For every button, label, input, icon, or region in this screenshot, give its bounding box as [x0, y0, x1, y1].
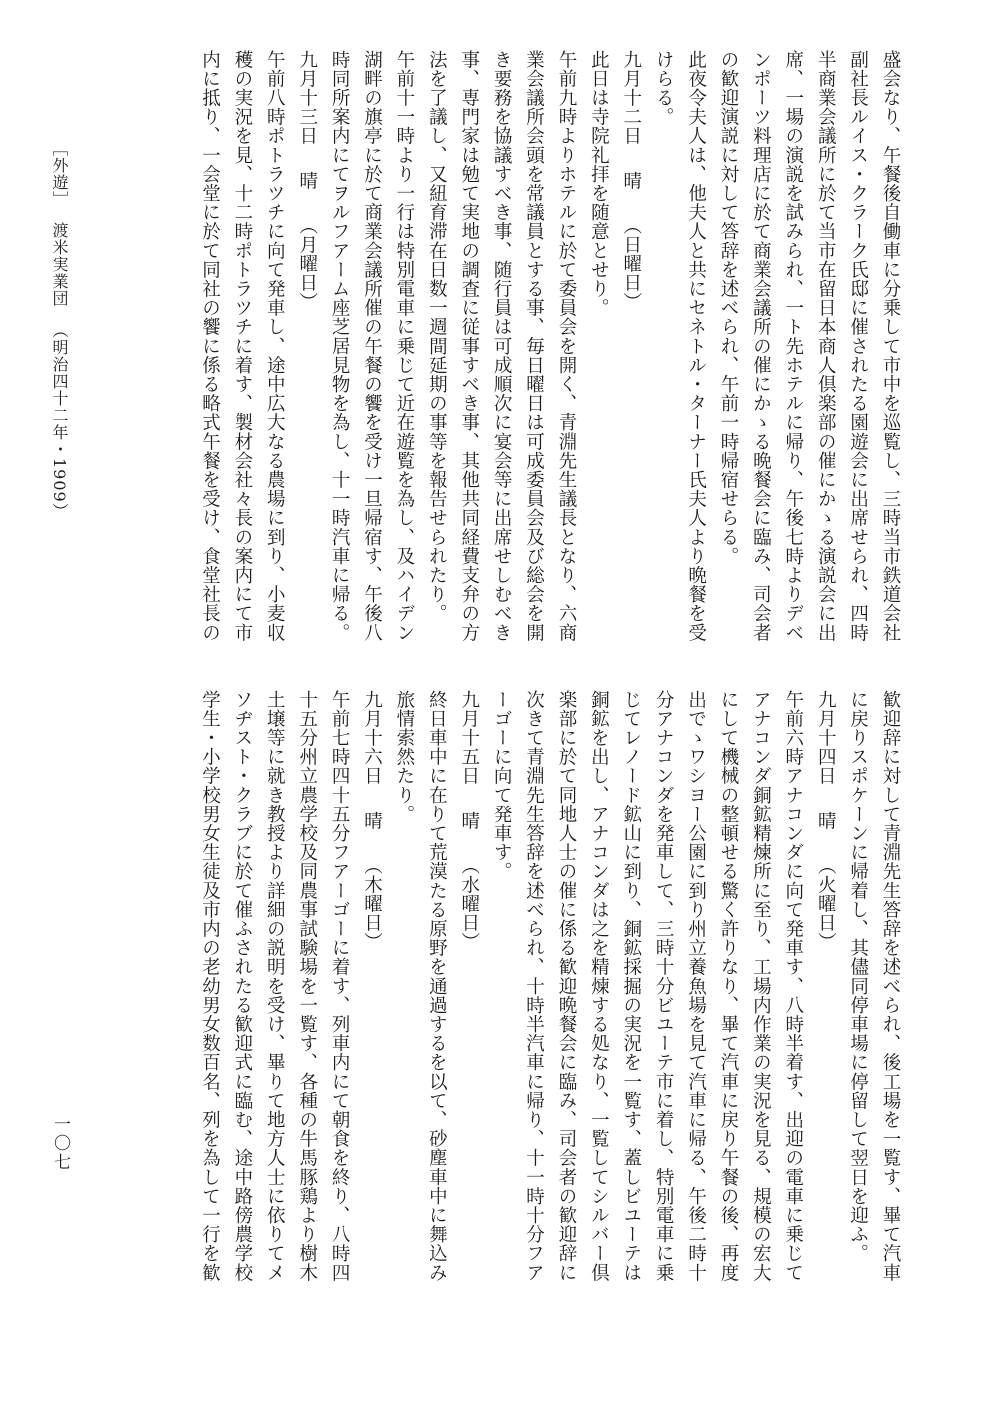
weather-text: 晴: [620, 171, 642, 191]
weekday-text: （月曜日）: [296, 216, 318, 312]
text-line: 事、専門家は勉て実地の調査に従事すべき事、其他共同経費支弁の方: [458, 50, 480, 643]
text-line: 湖畔の旗亭に於て商業会議所催の午餐の饗を受け一旦帰宿す、午後八: [361, 50, 383, 643]
text-line: じてレノード鉱山に到り、銅鉱採掘の実況を一覧す、蓋しビユーテは: [620, 690, 642, 1283]
date-text: 九月十五日: [458, 690, 480, 786]
diary-date-heading: [355, 690, 387, 1390]
weather-text: 晴: [815, 811, 837, 831]
text-line: 分アナコンダを発車して、三時十分ビユーテ市に着し、特別電車に乗: [653, 690, 675, 1283]
diary-date-heading: [452, 690, 484, 1390]
text-line: 此日は寺院礼拝を随意とせり。: [588, 50, 610, 318]
text-line: 銅鉱を出し、アナコンダは之を精煉する処なり、一覧してシルバー倶: [588, 690, 610, 1283]
text-line: 穫の実況を見、十二時ポトラツチに着す、製材会社々長の案内にて市: [231, 50, 253, 643]
text-line: アナコンダ銅鉱精煉所に至り、工場内作業の実況を見る、規模の宏大: [750, 690, 772, 1283]
text-line: けらる。: [653, 50, 675, 127]
text-line: 副社長ルイス・クラーク氏邸に催されたる園遊会に出席せられ、四時: [847, 50, 869, 643]
date-text: 九月十二日: [620, 50, 642, 146]
text-line: 業会議所会頭を常議員とする事、毎日曜日は可成委員会及び総会を開: [523, 50, 545, 643]
text-line: き要務を協議すべき事、随行員は可成順次に宴会等に出席せしむべき: [491, 50, 513, 643]
text-line: 旅情索然たり。: [393, 690, 415, 824]
text-line: 席、一場の演説を試みられ、一ト先ホテルに帰り、午後七時よりデベ: [782, 50, 804, 643]
page-number: 一〇七: [50, 1115, 70, 1172]
weekday-text: （木曜日）: [361, 856, 383, 952]
text-line: 学生・小学校男女生徒及市内の老幼男女数百名、列を為して一行を歓: [199, 690, 221, 1283]
text-line: 午前九時よりホテルに於て委員会を開く、青淵先生議長となり、六商: [555, 50, 577, 643]
text-line: 土壌等に就き教授より詳細の説明を受け、畢りて地方人士に依りてメ: [264, 690, 286, 1283]
date-text: 九月十四日: [815, 690, 837, 786]
diary-date-heading: [614, 50, 646, 650]
text-line: 此夜令夫人は、他夫人と共にセネトル・ターナー氏夫人より晩餐を受: [685, 50, 707, 643]
text-line: 歓迎辞に対して青淵先生答辞を述べられ、後工場を一覧す、畢て汽車: [880, 690, 901, 1283]
weather-text: 晴: [361, 811, 383, 831]
text-line: 終日車中に在りて荒漠たる原野を通過するを以て、砂塵車中に舞込み: [426, 690, 448, 1283]
text-line: に戻りスポケーンに帰着し、其儘同停車場に停留して翌日を迎ふ。: [847, 690, 869, 1263]
text-line: 法を了議し、又紐育滞在日数一週間延期の事等を報告せられたり。: [426, 50, 448, 623]
text-line: 楽部に於て同地人士の催に係る歓迎晩餐会に臨み、司会者の歓迎辞に: [555, 690, 577, 1283]
weather-text: 晴: [296, 171, 318, 191]
text-line: にして機械の整頓せる驚く許りなり、畢て汽車に戻り午餐の後、再度: [717, 690, 739, 1283]
text-line: の歓迎演説に対して答辞を述べられ、午前一時帰宿せらる。: [717, 50, 739, 566]
weekday-text: （日曜日）: [620, 216, 642, 312]
text-line: 午前六時アナコンダに向て発車す、八時半着す、出迎の電車に乗じて: [782, 690, 804, 1283]
date-text: 九月十六日: [361, 690, 383, 786]
text-line: ソヂスト・クラブに於て催ふされたる歓迎式に臨む、途中路傍農学校: [231, 690, 253, 1283]
text-line: 盛会なり、午餐後自働車に分乗して市中を巡覧し、三時当市鉄道会社: [880, 50, 901, 643]
text-block-upper: [146, 50, 906, 650]
text-line: ーゴーに向て発車す。: [491, 690, 513, 881]
text-line: 半商業会議所に於て当市在留日本商人倶楽部の催にかゝる演説会に出: [815, 50, 837, 643]
date-text: 九月十三日: [296, 50, 318, 146]
text-line: 午前十一時より一行は特別電車に乗じて近在遊覧を為し、及ハイデン: [393, 50, 415, 643]
weather-text: 晴: [458, 811, 480, 831]
weekday-text: （水曜日）: [458, 856, 480, 952]
diary-date-heading: [809, 690, 841, 1390]
running-head-title: 渡米実業団: [50, 222, 69, 308]
running-head-era: （明治四十二年・1909）: [50, 321, 69, 520]
text-line: ンポーツ料理店に於て商業会議所の催にかゝる晩餐会に臨み、司会者: [750, 50, 772, 643]
text-line: 出でゝワシヨー公園に到り州立養魚場を見て汽車に帰る、午後二時十: [685, 690, 707, 1283]
weekday-text: （火曜日）: [815, 856, 837, 952]
text-line: 午前八時ポトラツチに向て発車し、途中広大なる農場に到り、小麦収: [264, 50, 286, 643]
text-line: 時同所案内にてヲルフアーム座芝居見物を為し、十一時汽車に帰る。: [329, 50, 351, 643]
running-head-section: ［外遊］: [50, 140, 69, 208]
text-line: 次きて青淵先生答辞を述べられ、十時半汽車に帰り、十一時十分フア: [523, 690, 545, 1283]
running-head: [48, 140, 71, 520]
text-line: 午前七時四十五分フアーゴーに着す、列車内にて朝食を終り、八時四: [329, 690, 351, 1283]
diary-date-heading: [290, 50, 322, 650]
text-line: 十五分州立農学校及同農事試験場を一覧す、各種の牛馬豚鶏より樹木: [296, 690, 318, 1283]
text-block-lower: [130, 690, 906, 1390]
text-line: 内に抵り、一会堂に於て同社の饗に係る略式午餐を受け、食堂社長の: [199, 50, 221, 643]
